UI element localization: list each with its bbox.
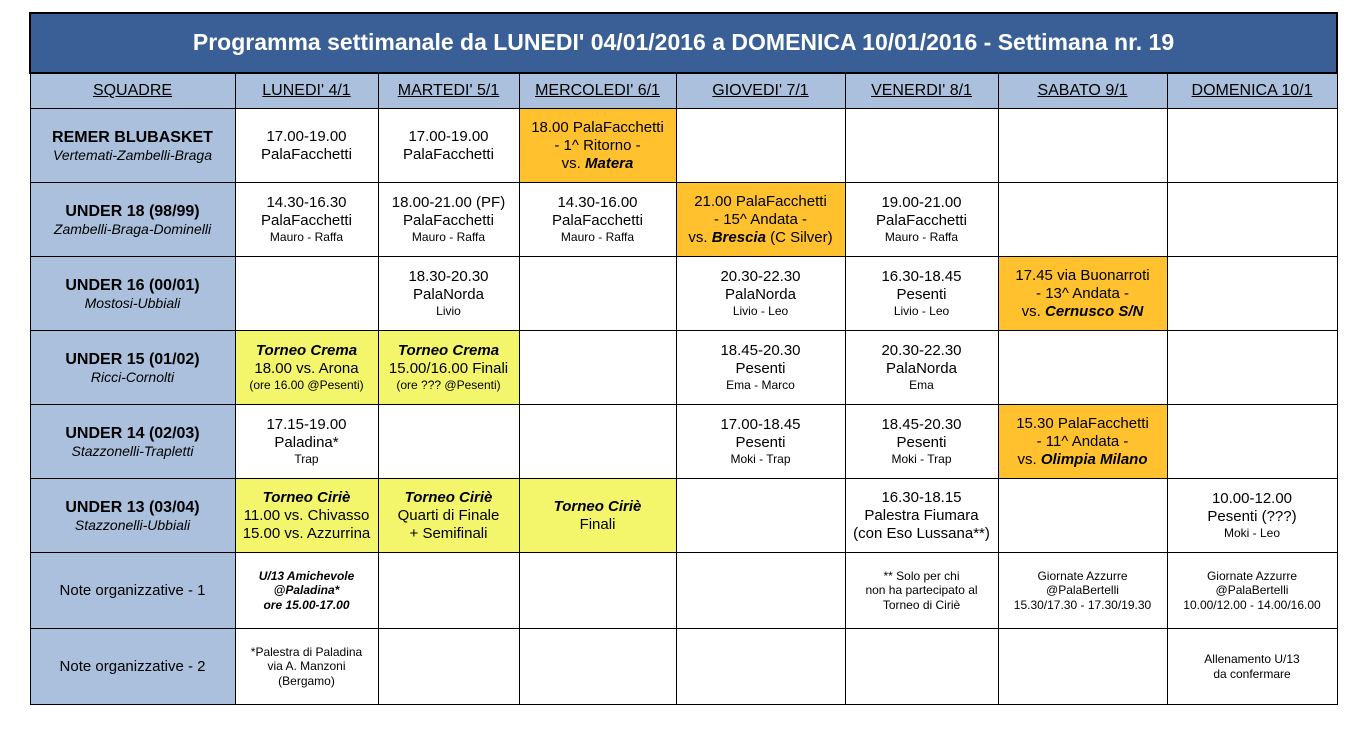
notes-row [30,629,1337,705]
slot-venue: - 13^ Andata - [1036,284,1129,302]
slot-domenica [1167,109,1337,183]
note-domenica [1167,629,1337,705]
match-opponent [677,229,845,247]
slot-venue: - 1^ Ritorno - [554,136,641,154]
team-name: UNDER 15 (01/02) [65,350,200,368]
note-martedi [378,629,519,705]
note-line: Allenamento U/13 [1204,652,1300,667]
note-sabato [998,629,1167,705]
note-giovedi [676,553,845,629]
header-lunedi: LUNEDI' 4/1 [235,73,378,109]
header-row [30,73,1337,109]
slot-time: 18.45-20.30 [881,416,962,434]
team-row [30,405,1337,479]
note-line: @PalaBertelli [1215,583,1289,598]
slot-venue: Pesenti [896,286,947,304]
slot-martedi [378,257,519,331]
opponent-name: Matera [584,154,634,172]
note-line: Giornate Azzurre [1206,568,1298,583]
team-coaches: Stazzonelli-Ubbiali [74,516,191,533]
slot-detail: Quarti di Finale [397,506,500,524]
slot-coaches: Ema - Marco [726,378,795,393]
slot-sabato [998,405,1167,479]
slot-time: 16.30-18.15 [881,488,962,506]
note-mercoledi [519,553,676,629]
slot-sabato [998,331,1167,405]
slot-martedi [378,183,519,257]
team-row [30,183,1337,257]
slot-mercoledi [519,479,676,553]
slot-time: 19.00-21.00 [881,194,962,212]
slot-time: 17.00-18.45 [720,416,801,434]
slot-time: 20.30-22.30 [720,268,801,286]
vs-label: vs. [1021,302,1045,320]
note-giovedi [676,629,845,705]
slot-giovedi [676,331,845,405]
note-line: non ha partecipato al [865,583,978,598]
slot-detail: 15.00/16.00 Finali [388,360,509,378]
note-martedi [378,553,519,629]
slot-martedi [378,405,519,479]
slot-mercoledi [519,257,676,331]
team-name: UNDER 16 (00/01) [65,276,200,294]
team-cell [30,479,235,553]
slot-note: (ore 16.00 @Pesenti) [249,378,364,393]
team-cell [30,109,235,183]
note-line: U/13 Amichevole [258,568,355,583]
slot-time: 20.30-22.30 [881,342,962,360]
slot-venue: PalaFacchetti [403,145,494,163]
slot-coaches: Ema [909,378,934,393]
note-sabato [998,553,1167,629]
slot-sabato [998,479,1167,553]
team-name: UNDER 18 (98/99) [65,202,200,220]
slot-time: 18.30-20.30 [408,268,489,286]
slot-time: 18.00 PalaFacchetti [531,118,664,136]
note-line: ** Solo per chi [883,568,960,583]
note-mercoledi [519,629,676,705]
slot-coaches: Moki - Trap [730,452,791,467]
slot-time: 18.00-21.00 (PF) [391,194,506,212]
header-martedi: MARTEDI' 5/1 [378,73,519,109]
slot-giovedi [676,257,845,331]
note-line: Torneo di Ciriè [882,597,961,612]
slot-venue: - 11^ Andata - [1036,432,1129,450]
slot-mercoledi [519,109,676,183]
slot-time: 14.30-16.30 [266,194,347,212]
note-line: (Bergamo) [278,673,335,688]
header-giovedi: GIOVEDI' 7/1 [676,73,845,109]
note-venerdi [845,629,998,705]
note-domenica [1167,553,1337,629]
note-line: @Paladina* [273,583,340,598]
slot-time: 16.30-18.45 [881,268,962,286]
header-venerdi: VENERDI' 8/1 [845,73,998,109]
slot-venerdi [845,109,998,183]
slot-lunedi [235,405,378,479]
slot-lunedi [235,479,378,553]
match-opponent [999,451,1167,469]
slot-sabato [998,109,1167,183]
slot-time: 17.15-19.00 [266,416,347,434]
match-opponent [999,303,1167,321]
slot-venue: PalaNorda [413,286,484,304]
notes-label: Note organizzative - 2 [30,629,235,705]
team-coaches: Mostosi-Ubbiali [84,294,181,311]
slot-venue: PalaFacchetti [552,212,643,230]
tournament-name: Torneo Crema [397,342,500,360]
slot-coaches: Livio - Leo [893,304,950,319]
slot-venue: PalaNorda [886,360,957,378]
slot-note: 15.00 vs. Azzurrina [242,524,371,542]
note-line: 15.30/17.30 - 17.30/19.30 [1013,597,1152,612]
slot-coaches: Livio - Leo [732,304,789,319]
weekly-schedule-table [29,12,1338,705]
slot-venue: PalaFacchetti [403,212,494,230]
vs-label: vs. [1017,450,1041,468]
slot-lunedi [235,257,378,331]
tournament-name: Torneo Ciriè [262,488,351,506]
note-lunedi [235,629,378,705]
header-domenica: DOMENICA 10/1 [1167,73,1337,109]
slot-coaches: Mauro - Raffa [269,230,344,245]
slot-giovedi [676,479,845,553]
slot-venue: Palestra Fiumara [864,506,979,524]
page-title: Programma settimanale da LUNEDI' 04/01/2016 a DOMENICA 10/01/2016 - Settimana nr. 19 [30,13,1337,73]
notes-row [30,553,1337,629]
slot-mercoledi [519,405,676,479]
notes-label: Note organizzative - 1 [30,553,235,629]
slot-venue: PalaFacchetti [876,212,967,230]
note-line: da confermare [1213,666,1291,681]
team-cell [30,183,235,257]
opponent-name: Cernusco S/N [1044,302,1144,320]
slot-detail: 11.00 vs. Chivasso [243,506,370,524]
slot-coaches: (con Eso Lussana**) [853,524,990,542]
slot-venue: PalaFacchetti [261,145,352,163]
note-line: Giornate Azzurre [1037,568,1128,583]
slot-venue: Pesenti (???) [1207,508,1297,526]
slot-martedi [378,331,519,405]
slot-coaches: Moki - Trap [891,452,952,467]
slot-venerdi [845,405,998,479]
note-line: *Palestra di Paladina [250,644,363,659]
slot-time: 17.00-19.00 [266,127,347,145]
note-line: 10.00/12.00 - 14.00/16.00 [1183,597,1321,612]
opponent-name: Brescia [711,228,766,246]
team-cell [30,257,235,331]
slot-venerdi [845,479,998,553]
slot-domenica [1167,331,1337,405]
team-name: REMER BLUBASKET [52,128,213,146]
slot-lunedi [235,183,378,257]
slot-time: 18.45-20.30 [720,342,801,360]
slot-venue: - 15^ Andata - [714,210,807,228]
slot-venerdi [845,183,998,257]
slot-sabato [998,183,1167,257]
slot-venue: Pesenti [735,360,786,378]
slot-coaches: Mauro - Raffa [411,230,486,245]
note-line: ore 15.00-17.00 [263,597,350,612]
team-cell [30,331,235,405]
slot-time: 14.30-16.00 [557,194,638,212]
slot-coaches: Mauro - Raffa [884,230,959,245]
slot-lunedi [235,331,378,405]
slot-coaches: Trap [294,452,319,467]
header-squadre: SQUADRE [30,73,235,109]
note-line: via A. Manzoni [267,659,346,674]
slot-giovedi [676,183,845,257]
slot-martedi [378,109,519,183]
team-coaches: Zambelli-Braga-Dominelli [53,220,212,237]
opponent-name: Olimpia Milano [1040,450,1148,468]
team-row [30,331,1337,405]
note-venerdi [845,553,998,629]
slot-note: + Semifinali [409,524,488,542]
slot-lunedi [235,109,378,183]
slot-coaches: Moki - Leo [1223,526,1281,541]
slot-venue: Paladina* [274,434,339,452]
slot-domenica [1167,183,1337,257]
note-lunedi [235,553,378,629]
slot-time: 10.00-12.00 [1211,490,1293,508]
slot-coaches: Mauro - Raffa [560,230,635,245]
team-row [30,109,1337,183]
slot-detail: Finali [579,515,616,533]
slot-time: 15.30 PalaFacchetti [1016,414,1149,432]
slot-coaches: Livio [436,304,461,319]
team-row [30,257,1337,331]
header-mercoledi: MERCOLEDI' 6/1 [519,73,676,109]
slot-mercoledi [519,183,676,257]
slot-time: 17.00-19.00 [408,127,489,145]
team-row [30,479,1337,553]
slot-venue: Pesenti [735,434,786,452]
tournament-name: Torneo Crema [255,342,358,360]
slot-domenica [1167,405,1337,479]
slot-venue: Pesenti [896,434,947,452]
league-label: (C Silver) [765,228,833,246]
note-line: @PalaBertelli [1046,583,1119,598]
slot-note: (ore ??? @Pesenti) [396,378,501,393]
vs-label: vs. [688,228,712,246]
slot-mercoledi [519,331,676,405]
slot-giovedi [676,109,845,183]
slot-detail: 18.00 vs. Arona [254,360,359,378]
slot-venerdi [845,257,998,331]
team-coaches: Stazzonelli-Trapletti [71,442,194,459]
slot-time: 17.45 via Buonarroti [1015,266,1150,284]
header-sabato: SABATO 9/1 [998,73,1167,109]
slot-venue: PalaNorda [725,286,796,304]
team-name: UNDER 14 (02/03) [65,424,200,442]
tournament-name: Torneo Ciriè [553,497,642,515]
team-name: UNDER 13 (03/04) [65,498,200,516]
match-opponent [520,155,676,173]
slot-giovedi [676,405,845,479]
slot-time: 21.00 PalaFacchetti [694,192,827,210]
slot-domenica [1167,257,1337,331]
slot-venue: PalaFacchetti [261,212,352,230]
team-cell [30,405,235,479]
slot-domenica [1167,479,1337,553]
slot-venerdi [845,331,998,405]
slot-martedi [378,479,519,553]
team-coaches: Ricci-Cornolti [90,368,175,385]
tournament-name: Torneo Ciriè [404,488,493,506]
slot-sabato [998,257,1167,331]
team-coaches: Vertemati-Zambelli-Braga [53,146,212,163]
vs-label: vs. [561,154,585,172]
